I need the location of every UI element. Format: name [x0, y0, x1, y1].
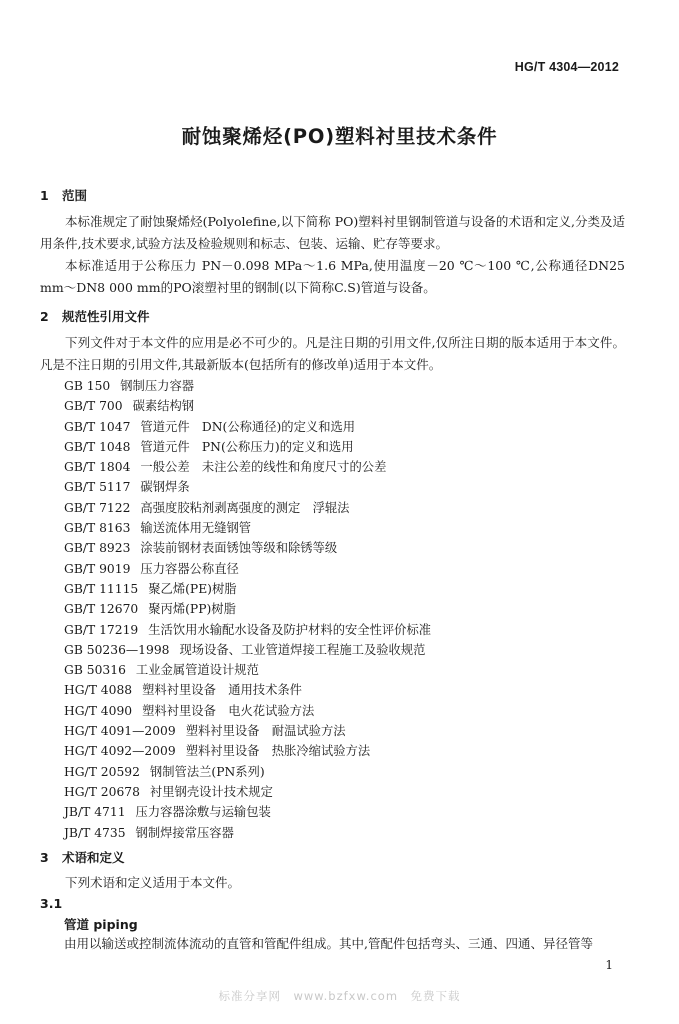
section-3-intro: 下列术语和定义适用于本文件。	[65, 875, 241, 890]
reference-item	[64, 823, 431, 843]
reference-code: GB/T 8163	[64, 521, 131, 536]
reference-title: 管道元件 DN(公称通径)的定义和选用	[140, 419, 356, 434]
reference-item	[64, 762, 431, 782]
reference-title: 聚乙烯(PE)树脂	[148, 581, 237, 596]
reference-code: GB 150	[64, 379, 111, 393]
section-1-paragraph-1: 本标准规定了耐蚀聚烯烃(Polyolefine,以下简称 PO)塑料衬里钢制管道与设备的术语和定义,分类及适用条件,技术要求,试验方法及检验规则和标志、包装、运输、贮存等要求。	[40, 214, 625, 251]
reference-item	[64, 579, 431, 599]
term-heading: 管道 piping	[64, 917, 138, 932]
reference-title: 涂装前钢材表面锈蚀等级和除锈等级	[140, 541, 338, 556]
reference-title: 一般公差 未注公差的线性和角度尺寸的公差	[140, 460, 387, 475]
standard-code: HG/T 4304—2012	[514, 60, 619, 74]
reference-item	[64, 559, 431, 579]
normative-reference-list	[64, 376, 431, 843]
reference-code: JB/T 4735	[64, 825, 126, 840]
section-title: 术语和定义	[62, 850, 125, 865]
section-number: 3	[40, 850, 49, 865]
section-2-heading	[40, 307, 150, 325]
reference-code: GB/T 12670	[64, 602, 139, 617]
reference-title: 碳素结构钢	[132, 399, 195, 414]
reference-item	[64, 701, 431, 721]
reference-title: 高强度胶粘剂剥离强度的测定 浮辊法	[140, 500, 350, 515]
section-number: 1	[40, 188, 49, 203]
reference-code: GB/T 1047	[64, 419, 131, 434]
reference-code: GB/T 700	[64, 399, 123, 414]
reference-title: 钢制焊接常压容器	[135, 825, 234, 840]
section-title: 范围	[62, 188, 88, 203]
reference-code: GB/T 1048	[64, 439, 131, 454]
section-1-paragraph-2: 本标准适用于公称压力 PN－0.098 MPa～1.6 MPa,使用温度－20 ℃～100 ℃,公称通径DN25 mm～DN8 000 mm的PO滚塑衬里的钢制(以下简称C.S)管道与设备。	[40, 258, 625, 295]
reference-code: GB 50316	[64, 663, 126, 678]
reference-item	[64, 660, 431, 680]
reference-code: HG/T 4088	[64, 683, 133, 698]
reference-code: HG/T 4092—2009	[64, 744, 176, 759]
reference-item	[64, 417, 431, 437]
reference-title: 压力容器公称直径	[140, 561, 239, 576]
reference-title: 压力容器涂敷与运输包装	[135, 805, 271, 820]
reference-title: 输送流体用无缝钢管	[140, 521, 252, 536]
section-title: 规范性引用文件	[62, 309, 150, 324]
section-3-heading	[40, 848, 125, 866]
reference-title: 碳钢焊条	[140, 480, 190, 495]
reference-title: 聚丙烯(PP)树脂	[148, 602, 236, 617]
reference-item	[64, 376, 431, 396]
reference-item	[64, 741, 431, 761]
reference-code: HG/T 4090	[64, 703, 133, 718]
reference-item	[64, 640, 431, 660]
reference-title: 塑料衬里设备 耐温试验方法	[185, 724, 346, 739]
reference-code: GB/T 1804	[64, 460, 131, 475]
clause-number: 3.1	[40, 896, 63, 911]
reference-code: GB/T 17219	[64, 622, 139, 637]
section-number: 2	[40, 309, 49, 324]
reference-item	[64, 782, 431, 802]
page-number: 1	[605, 958, 613, 972]
reference-title: 衬里钢壳设计技术规定	[149, 784, 273, 799]
reference-title: 生活饮用水输配水设备及防护材料的安全性评价标准	[148, 622, 432, 637]
reference-title: 塑料衬里设备 通用技术条件	[142, 683, 302, 698]
reference-code: HG/T 20592	[64, 764, 140, 779]
reference-item	[64, 437, 431, 457]
reference-item	[64, 680, 431, 700]
reference-item	[64, 396, 431, 416]
section-2-intro: 下列文件对于本文件的应用是必不可少的。凡是注日期的引用文件,仅所注日期的版本适用于本文件。凡是不注日期的引用文件,其最新版本(包括所有的修改单)适用于本文件。	[40, 335, 625, 372]
reference-code: GB 50236—1998	[64, 642, 170, 657]
reference-title: 钢制管法兰(PN系列)	[149, 764, 265, 779]
reference-item	[64, 538, 431, 558]
reference-title: 钢制压力容器	[120, 379, 195, 393]
reference-title: 塑料衬里设备 电火花试验方法	[142, 703, 315, 718]
watermark-text: 标准分享网 www.bzfxw.com 免费下载	[218, 989, 461, 1003]
reference-code: GB/T 8923	[64, 541, 131, 556]
reference-code: GB/T 11115	[64, 581, 139, 596]
reference-item	[64, 721, 431, 741]
reference-title: 工业金属管道设计规范	[135, 663, 259, 678]
reference-item	[64, 477, 431, 497]
reference-code: JB/T 4711	[64, 805, 126, 820]
reference-item	[64, 457, 431, 477]
reference-item	[64, 620, 431, 640]
reference-item	[64, 518, 431, 538]
reference-title: 管道元件 PN(公称压力)的定义和选用	[140, 439, 354, 454]
reference-title: 塑料衬里设备 热胀冷缩试验方法	[185, 744, 371, 759]
reference-item	[64, 599, 431, 619]
section-1-heading	[40, 186, 87, 204]
reference-title: 现场设备、工业管道焊接工程施工及验收规范	[179, 642, 426, 657]
reference-code: HG/T 4091—2009	[64, 724, 176, 739]
reference-code: GB/T 5117	[64, 480, 131, 495]
reference-code: GB/T 9019	[64, 561, 131, 576]
reference-code: GB/T 7122	[64, 500, 131, 515]
term-definition: 由用以输送或控制流体流动的直管和管配件组成。其中,管配件包括弯头、三通、四通、异径管等	[64, 936, 593, 951]
document-title: 耐蚀聚烯烃(PO)塑料衬里技术条件	[181, 125, 498, 148]
reference-item	[64, 802, 431, 822]
reference-code: HG/T 20678	[64, 784, 140, 799]
reference-item	[64, 498, 431, 518]
